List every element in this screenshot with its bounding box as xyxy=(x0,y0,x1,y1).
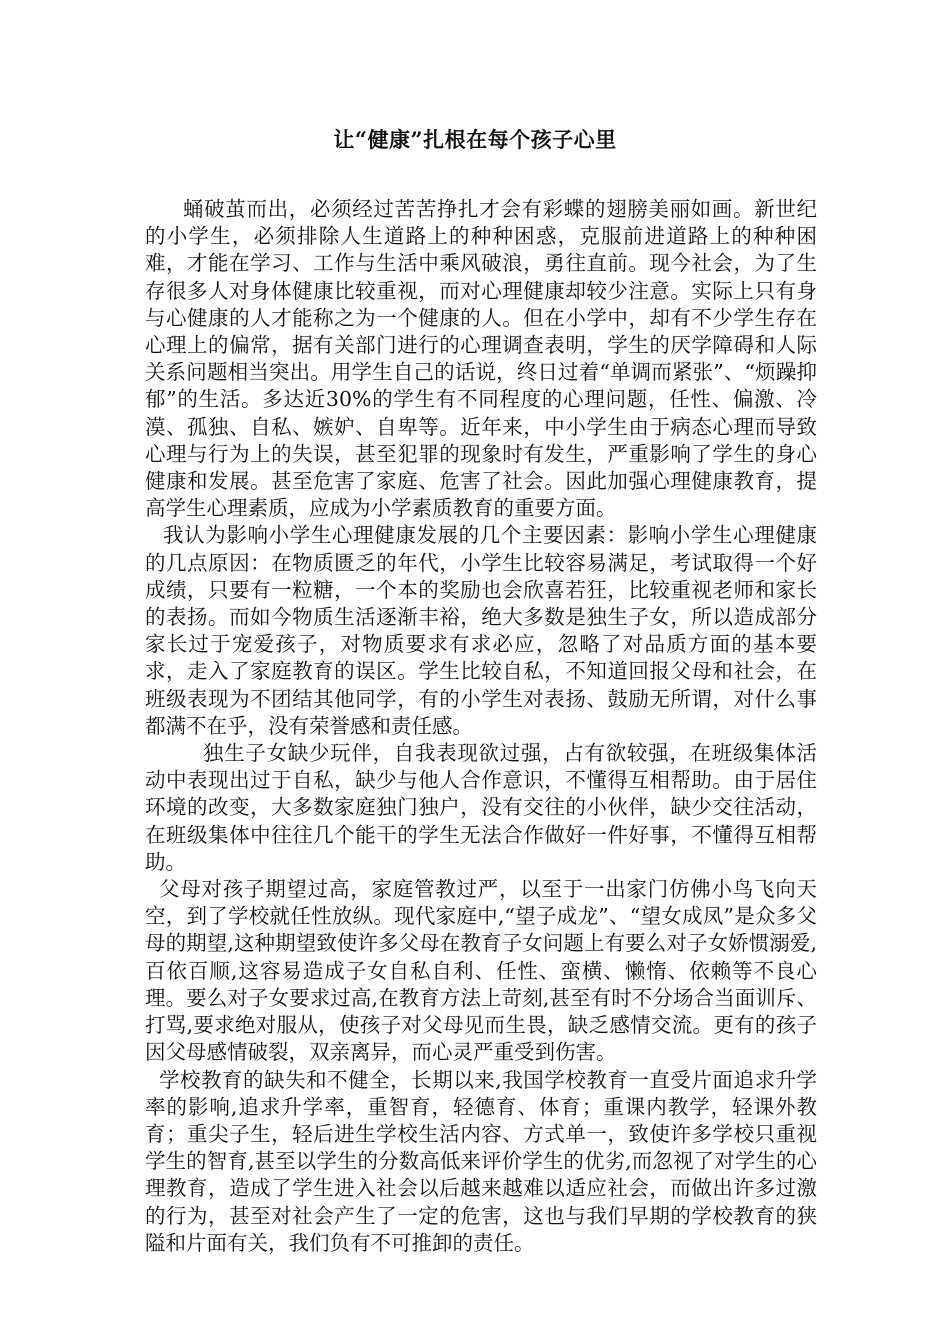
paragraph-intro: 蛹破茧而出，必须经过苦苦挣扎才会有彩蝶的翅膀美丽如画。新世纪的小学生，必须排除人生道路上的种种困惑，克服前进道路上的种种困难，才能在学习、工作与生活中乘风破浪，勇往直前。现今社会，为了生存很多人对身体健康比较重视，而对心理健康却较少注意。实际上只有身与心健康的人才能称之为一个健康的人。但在小学中，却有不少学生存在心理上的偏常，据有关部门进行的心理调查表明，学生的厌学障碍和人际关系问题相当突出。用学生自己的话说，终日过着“单调而紧张”、“烦躁抑郁”的生活。多达近30%的学生有不同程度的心理问题，任性、偏激、冷漠、孤独、自私、嫉妒、自卑等。近年来，中小学生由于病态心理而导致心理与行为上的失误，甚至犯罪的现象时有发生，严重影响了学生的身心健康和发展。甚至危害了家庭、危害了社会。因此加强心理健康教育，提高学生心理素质，应成为小学素质教育的重要方面。 xyxy=(145,197,817,521)
paragraph-only-child: 独生子女缺少玩伴，自我表现欲过强，占有欲较强，在班级集体活动中表现出过于自私，缺少与他人合作意识，不懂得互相帮助。由于居住环境的改变，大多数家庭独门独户，没有交往的小伙伴，缺少交往活动，在班级集体中往往几个能干的学生无法合作做好一件好事，不懂得互相帮助。 xyxy=(145,741,817,874)
paragraph-factors: 我认为影响小学生心理健康发展的几个主要因素：影响小学生心理健康的几点原因：在物质匮乏的年代，小学生比较容易满足，考试取得一个好成绩，只要有一粒糖，一个本的奖励也会欣喜若狂，比较重视老师和家长的表扬。而如今物质生活逐渐丰裕，绝大多数是独生子女，所以造成部分家长过于宠爱孩子，对物质要求有求必应，忽略了对品质方面的基本要求，走入了家庭教育的误区。学生比较自私，不知道回报父母和社会，在班级表现为不团结其他同学，有的小学生对表扬、鼓励无所谓，对什么事都满不在乎，没有荣誉感和责任感。 xyxy=(145,523,817,738)
paragraph-parents: 父母对孩子期望过高，家庭管教过严，以至于一出家门仿佛小鸟飞向天空，到了学校就任性放纵。现代家庭中,“望子成龙”、“望女成凤”是众多父母的期望,这种期望致使许多父母在教育子女问题上有要么对子女娇惯溺爱,百依百顺,这容易造成子女自私自利、任性、蛮横、懒惰、依赖等不良心理。要么对子女要求过高,在教育方法上苛刻,甚至有时不分场合当面训斥、打骂,要求绝对服从，使孩子对父母见而生畏，缺乏感情交流。更有的孩子因父母感情破裂，双亲离异，而心灵严重受到伤害。 xyxy=(145,877,817,1065)
paragraph-school: 学校教育的缺失和不健全，长期以来,我国学校教育一直受片面追求升学率的影响,追求升学率，重智育，轻德育、体育；重课内教学，轻课外教育；重尖子生，轻后进生学校生活内容、方式单一，致使许多学校只重视学生的智育,甚至以学生的分数高低来评价学生的优劣,而忽视了对学生的心理教育，造成了学生进入社会以后越来越难以适应社会，而做出许多过激的行为，甚至对社会产生了一定的危害，这也与我们早期的学校教育的狭隘和片面有关，我们负有不可推卸的责任。 xyxy=(145,1067,817,1255)
document-body xyxy=(145,196,817,1257)
document-title: 让“健康”扎根在每个孩子心里 xyxy=(333,127,617,152)
